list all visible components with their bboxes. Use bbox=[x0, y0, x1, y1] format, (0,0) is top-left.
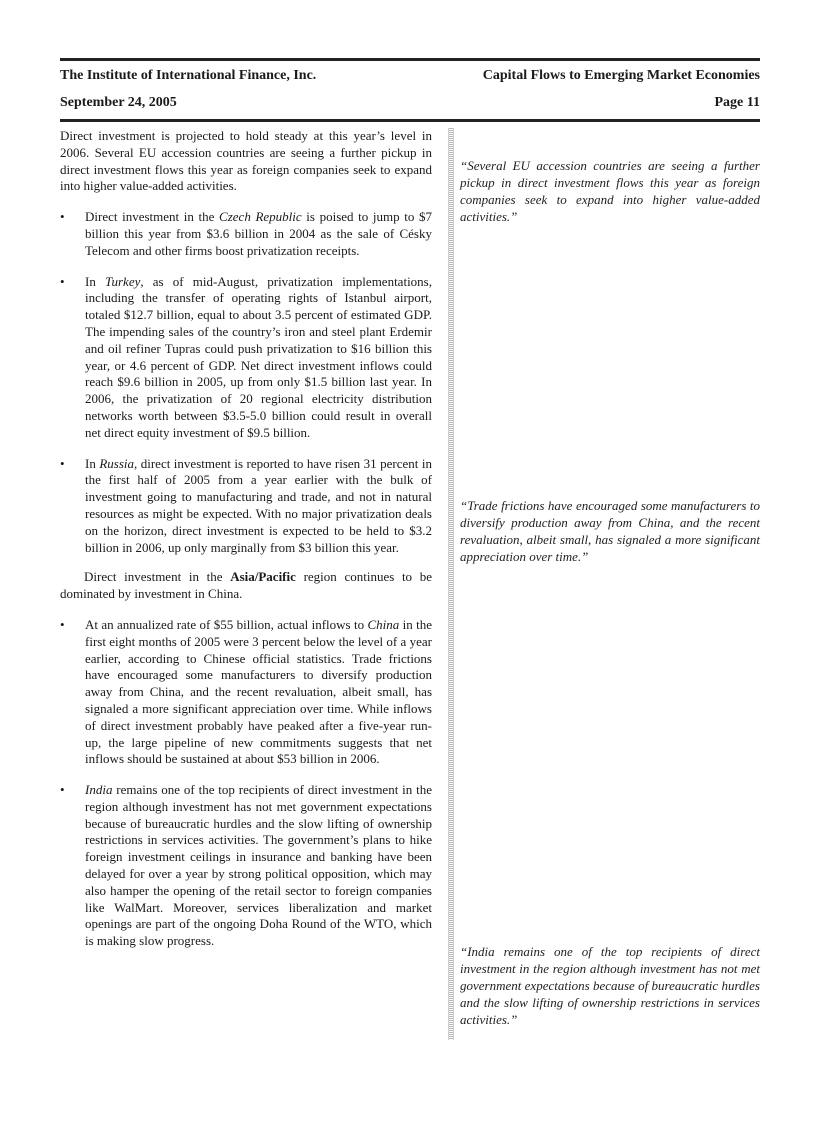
country-russia: Russia bbox=[99, 455, 134, 471]
country-china: China bbox=[367, 616, 400, 632]
organization-name: The Institute of International Finance, Inc. bbox=[60, 68, 317, 83]
pull-quote-eu: “Several EU accession countries are seeing a further pickup in direct investment flows this year as foreign companies seek to expand into higher value-added activities.” bbox=[460, 158, 760, 224]
country-czech: Czech Republic bbox=[219, 209, 302, 225]
header-top-rule bbox=[60, 58, 760, 61]
bullet-marker: • bbox=[60, 782, 65, 798]
bullet-marker: • bbox=[60, 273, 65, 289]
column-divider bbox=[448, 128, 454, 1040]
pull-quote-china: “Trade frictions have encouraged some manufacturers to diversify production away from China, and the recent revaluation, albeit small, has signaled a more significant appreciation over time.” bbox=[460, 498, 760, 564]
bullet-czech: • Direct investment in the Czech Republic is poised to jump to $7 billion this year from $3.6 billion in 2004 as the sale of Césky Telecom and other firms boost privatization receipts. bbox=[60, 209, 432, 258]
bullet-china: • At an annualized rate of $55 billion, actual inflows to China in the first eight months of 2005 were 3 percent below the level of a year earlier, according to Chinese official statistics. Trade frictions have encouraged some manufacturers to diversify production away from China, and the recent revaluation, albeit small, has signaled a more significant appreciation over time. While inflows of direct investment probably have peaked after a five-year run-up, the large pipeline of new commitments suggests that net inflows should be sustained at about $53 billion in 2006. bbox=[60, 616, 432, 767]
main-column bbox=[60, 128, 432, 950]
country-turkey: Turkey bbox=[104, 273, 141, 289]
country-india: India bbox=[85, 782, 113, 798]
bullet-russia: • In Russia, direct investment is reported to have risen 31 percent in the first half of 2005 from a year earlier with the bulk of investment going to manufacturing and trade, and not in natural resources as might be expected. With no major privatization deals on the horizon, direct investment is expected to be held to $3.2 billion in 2006, up only marginally from $3 billion this year. bbox=[60, 455, 432, 555]
pull-quote-india: “India remains one of the top recipients of direct investment in the region although investment has not met government expectations because of bureaucratic hurdles and the slow lifting of ownership restrictions in services activities.” bbox=[460, 944, 760, 1027]
report-date: September 24, 2005 bbox=[60, 95, 177, 110]
bullet-marker: • bbox=[60, 616, 65, 632]
header-bottom-rule bbox=[60, 119, 760, 122]
bullet-india: • India remains one of the top recipients of direct investment in the region although investment has not met government expectations because of bureaucratic hurdles and the slow lifting of ownership restrictions in services activities. The government’s plans to hike foreign investment ceilings in insurance and banking have been delayed for over a year by strong political opposition, which may also hamper the opening of the retail sector to foreign companies like WalMart. Moreover, services liberalization and market openings are part of the ongoing Doha Round of the WTO, which is making slow progress. bbox=[60, 782, 432, 949]
intro-paragraph: Direct investment is projected to hold steady at this year’s level in 2006. Several EU accession countries are seeing a further pickup in direct investment flows this year as foreign companies seek to expand into higher value-added activities. bbox=[60, 128, 432, 194]
asia-pacific-paragraph: Direct investment in the Asia/Pacific region continues to be dominated by investment in China. bbox=[60, 569, 432, 602]
bullet-marker: • bbox=[60, 209, 65, 225]
bullet-turkey: • In Turkey, as of mid-August, privatization implementations, including the transfer of operating rights of Istanbul airport, totaled $12.7 billion, equal to about 3.5 percent of estimated GDP. The impending sales of the country’s iron and steel plant Erdemir and oil refiner Tupras could push privatization to $16 billion this year, or 4.6 percent of GDP. Net direct investment inflows could reach $9.6 billion in 2005, up from only $1.5 billion last year. In 2006, the privatization of 20 regional electricity distribution networks worth between $3.5-5.0 billion could result in overall net direct equity investment of $9.5 billion. bbox=[60, 273, 432, 440]
bullet-marker: • bbox=[60, 455, 65, 471]
page-number: Page 11 bbox=[714, 95, 760, 110]
report-title: Capital Flows to Emerging Market Economies bbox=[482, 68, 760, 83]
region-asia-pacific: Asia/Pacific bbox=[230, 569, 296, 585]
